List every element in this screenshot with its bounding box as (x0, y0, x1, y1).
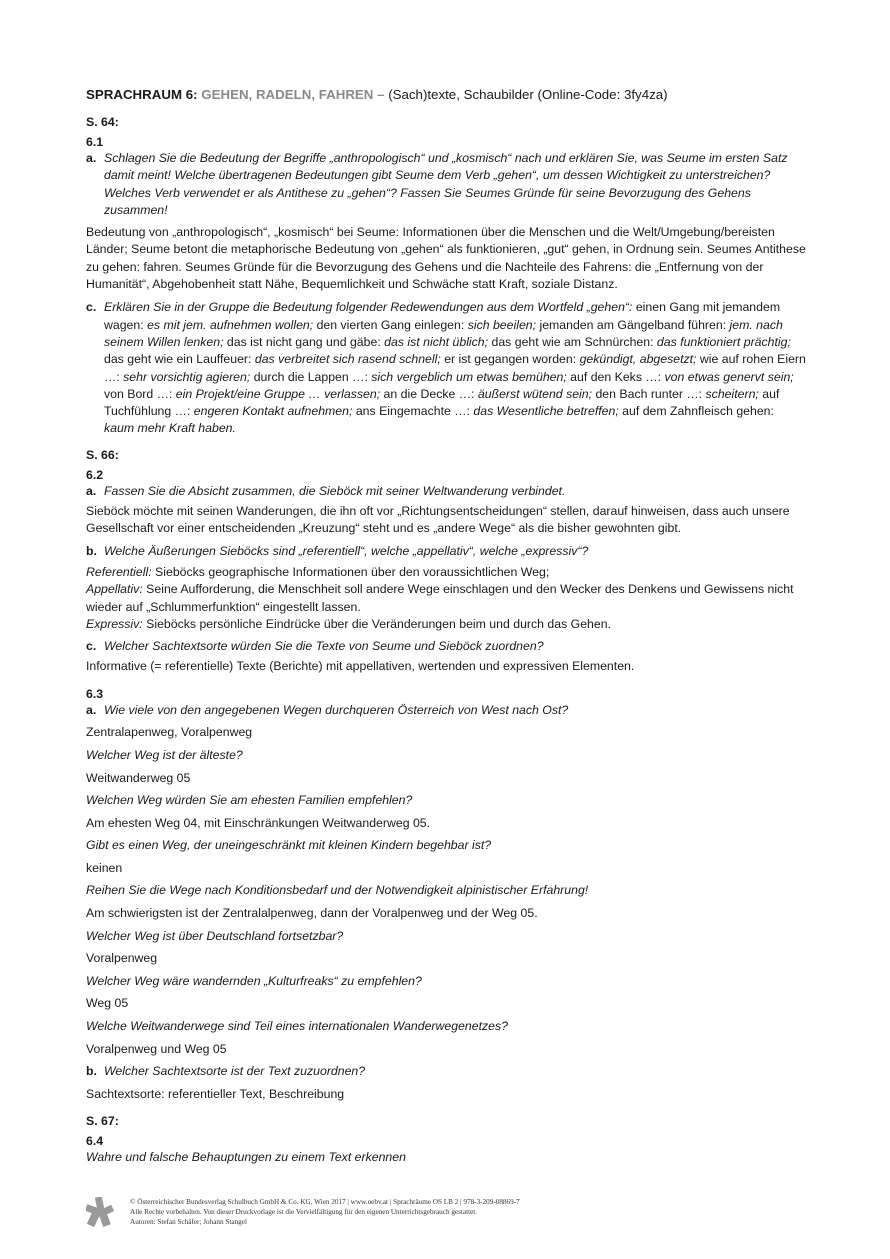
item-label: b. (86, 1064, 97, 1079)
idiom-phrase: den Bach runter …: (592, 386, 706, 401)
idiom-phrase: einen Gang mit jemandem wagen: (104, 300, 781, 332)
qa-question: Welche Weitwanderwege sind Teil eines internationalen Wanderwegenetzes? (86, 1019, 508, 1034)
idiom-phrase: ans Eingemachte …: (352, 404, 474, 419)
qa-list (86, 702, 806, 1058)
term-label: Expressiv: (86, 616, 143, 631)
task-number-6-1: 6.1 (86, 135, 104, 149)
qa-question: Welchen Weg würden Sie am ehesten Familien empfehlen? (86, 793, 413, 808)
idiom-meaning: kaum mehr Kraft haben. (104, 421, 236, 436)
term-text: Sieböcks persönliche Eindrücke über die Veränderungen beim und durch das Gehen. (142, 616, 611, 631)
qa-question: Reihen Sie die Wege nach Konditionsbedarf und der Notwendigkeit alpinistischer Erfahrung! (86, 883, 589, 898)
footer-text (130, 1197, 520, 1227)
qa-question: Welcher Weg wäre wandernden „Kulturfreaks“ zu empfehlen? (86, 973, 422, 988)
page-header (86, 86, 806, 103)
task-6-1-c (86, 299, 806, 437)
idiom-meaning: das Wesentliche betreffen; (473, 404, 619, 419)
qa-answer: Am ehesten Weg 04, mit Einschränkungen Weitwanderweg 05. (86, 815, 431, 830)
idiom-phrase: das geht wie ein Lauffeuer: (104, 352, 255, 367)
idiom-meaning: sehr vorsichtig agieren; (123, 369, 251, 384)
qa-question: Welcher Weg ist über Deutschland fortsetzbar? (86, 928, 344, 943)
qa-answer: Weg 05 (86, 996, 129, 1011)
idiom-phrase: er ist gegangen worden: (440, 352, 580, 367)
item-label: a. (86, 702, 97, 717)
header-prefix: SPRACHRAUM 6: (86, 87, 198, 102)
task-6-1-a (86, 150, 806, 219)
footer-copyright: © Österreichischer Bundesverlag Schulbuch GmbH & Co. KG, Wien 2017 | www.oebv.at | Sprachräume OS LB 2 | 978-3-209-08869-7 (130, 1198, 520, 1206)
qa-answer: Am schwierigsten ist der Zentralalpenweg, dann der Voralpenweg und der Weg 05. (86, 906, 538, 921)
idiom-phrase: auf dem Zahnfleisch gehen: (618, 404, 774, 419)
section-label-s66: S. 66: (86, 447, 119, 462)
answer-appellativ (86, 581, 806, 616)
idiom-meaning: äußerst wütend sein; (477, 386, 593, 401)
idiom-phrase: auf den Keks …: (566, 369, 665, 384)
idiom-meaning: ein Projekt/eine Gruppe … verlassen; (175, 386, 381, 401)
idiom-list (104, 300, 806, 435)
idiom-meaning: scheitern; (705, 386, 759, 401)
idiom-phrase: den vierten Gang einlegen: (313, 317, 468, 332)
section-label-s64: S. 64: (86, 115, 119, 129)
idiom-meaning: es mit jem. aufnehmen wollen; (147, 317, 314, 332)
idiom-meaning: das ist nicht üblich; (384, 334, 489, 349)
idiom-meaning: von etwas genervt sein; (664, 369, 794, 384)
idiom-phrase: das ist nicht gang und gäbe: (223, 334, 385, 349)
term-text: Sieböcks geographische Informationen über den voraussichtlichen Weg; (151, 564, 550, 579)
answer-text: Sieböck möchte mit seinen Wanderungen, die ihn oft vor „Richtungsentscheidungen“ stellen, darauf hinweisen, dass auch unsere Gesellschaft vor einer entscheidenden „Kreuzung“ steht und es „andere Wege“ als die bisher gewohnten gibt. (86, 504, 790, 536)
footer-authors: Autoren: Stefan Schäfer; Johann Stangel (130, 1218, 247, 1226)
answer-text: Bedeutung von „anthropologisch“, „kosmisch“ bei Seume: Informationen über die Menschen und die Welt/Umgebung/bereisten Länder; Seume betont die metaphorische Bedeutung von „gehen“ als funktionieren, „gut“ gehen, in Ordnung sein. Seumes Antithese zu gehen: fahren. Seumes Gründe für die Bevorzugung des Gehens und die Nachteile des Fahrens: die „Entfernung von der Humanität“, Abgehobenheit statt Nähe, Bequemlichkeit und Schwäche statt Kraft, soziale Distanz. (86, 225, 806, 292)
idiom-meaning: Erklären Sie in der Gruppe die Bedeutung folgender Redewendungen aus dem Wortfeld „gehen“: (104, 300, 633, 315)
task-number-6-3: 6.3 (86, 686, 104, 701)
idiom-phrase: wie auf rohen Eiern …: (104, 352, 806, 384)
answer-referentiell (86, 564, 806, 581)
item-label: c. (86, 300, 97, 315)
task-number-6-4: 6.4 (86, 1133, 104, 1148)
question-text: Welcher Sachtextsorte ist der Text zuzuordnen? (104, 1064, 366, 1079)
question-text: Welcher Sachtextsorte würden Sie die Texte von Seume und Sieböck zuordnen? (104, 639, 544, 654)
answer-text: Sachtextsorte: referentieller Text, Beschreibung (86, 1086, 345, 1101)
item-label: b. (86, 543, 97, 558)
item-label: a. (86, 151, 97, 165)
idiom-phrase: jemanden am Gängelband führen: (536, 317, 730, 332)
idiom-meaning: sich vergeblich um etwas bemühen; (371, 369, 567, 384)
idiom-meaning: jem. nach seinem Willen lenken; (104, 317, 783, 349)
question-text: Welche Äußerungen Sieböcks sind „referentiell“, welche „appellativ“, welche „expressiv“? (104, 543, 589, 558)
idiom-meaning: engeren Kontakt aufnehmen; (193, 404, 353, 419)
idiom-phrase: von Bord …: (104, 386, 176, 401)
term-label: Appellativ: (86, 582, 143, 597)
task-6-2-b (86, 543, 806, 560)
idiom-phrase: durch die Lappen …: (250, 369, 372, 384)
idiom-meaning: gekündigt, abgesetzt; (579, 352, 697, 367)
idiom-phrase: auf Tuchfühlung …: (104, 386, 780, 419)
item-label: c. (86, 639, 97, 654)
page-footer (86, 1193, 806, 1233)
qa-answer: Zentralapenweg, Voralpenweg (86, 725, 253, 740)
idiom-phrase: das geht wie am Schnürchen: (488, 334, 657, 349)
header-title: GEHEN, RADELN, FAHREN – (201, 87, 385, 102)
idiom-meaning: sich beeilen; (467, 317, 537, 332)
task-6-4-title: Wahre und falsche Behauptungen zu einem Text erkennen (86, 1149, 406, 1164)
qa-answer: Weitwanderweg 05 (86, 770, 191, 785)
term-label: Referentiell: (86, 564, 152, 579)
task-6-3-b (86, 1063, 806, 1080)
qa-question: Gibt es einen Weg, der uneingeschränkt mit kleinen Kindern begehbar ist? (86, 838, 492, 853)
task-number-6-2: 6.2 (86, 467, 104, 482)
answer-expressiv (86, 616, 806, 633)
task-6-2-a (86, 483, 806, 500)
question-text: Wie viele von den angegebenen Wegen durchqueren Österreich von West nach Ost? (104, 702, 569, 717)
qa-answer: Voralpenweg und Weg 05 (86, 1041, 227, 1056)
idiom-meaning: das verbreitet sich rasend schnell; (254, 352, 441, 367)
document-page (86, 86, 806, 1166)
question-text: Fassen Sie die Absicht zusammen, die Sieböck mit seiner Weltwanderung verbindet. (104, 483, 566, 498)
qa-answer: Voralpenweg (86, 951, 158, 966)
publisher-logo-icon (86, 1197, 114, 1227)
question-text: Schlagen Sie die Bedeutung der Begriffe „anthropologisch“ und „kosmisch“ nach und erklären Sie, was Seume im ersten Satz damit meint! Welche übertragenen Bedeutungen gibt Seume dem Verb „gehen“, um dessen Wichtigkeit zu unterstreichen? Welches Verb verwendet er als Antithese zu „gehen“? Fassen Sie Seumes Gründe für seine Bevorzugung des Gehens zusammen! (104, 151, 788, 217)
idiom-phrase: an die Decke …: (380, 386, 478, 401)
term-text: Seine Aufforderung, die Menschheit soll andere Wege einschlagen und den Wecker des Denkens und Gewissens nicht wieder auf „Schlummerfunktion“ eingestellt lassen. (86, 582, 794, 614)
qa-question (86, 702, 806, 719)
answer-text: Informative (= referentielle) Texte (Berichte) mit appellativen, wertenden und expressiven Elementen. (86, 659, 635, 674)
header-suffix: (Sach)texte, Schaubilder (Online-Code: 3fy4za) (388, 87, 668, 102)
idiom-meaning: das funktioniert prächtig; (656, 334, 791, 349)
qa-question: Welcher Weg ist der älteste? (86, 747, 243, 762)
task-6-2-c (86, 638, 806, 655)
footer-rights: Alle Rechte vorbehalten. Von dieser Druckvorlage ist die Vervielfältigung für den eigenen Unterrichtsgebrauch gestattet. (130, 1208, 478, 1216)
item-label: a. (86, 483, 97, 498)
section-label-s67: S. 67: (86, 1113, 119, 1128)
qa-answer: keinen (86, 860, 123, 875)
